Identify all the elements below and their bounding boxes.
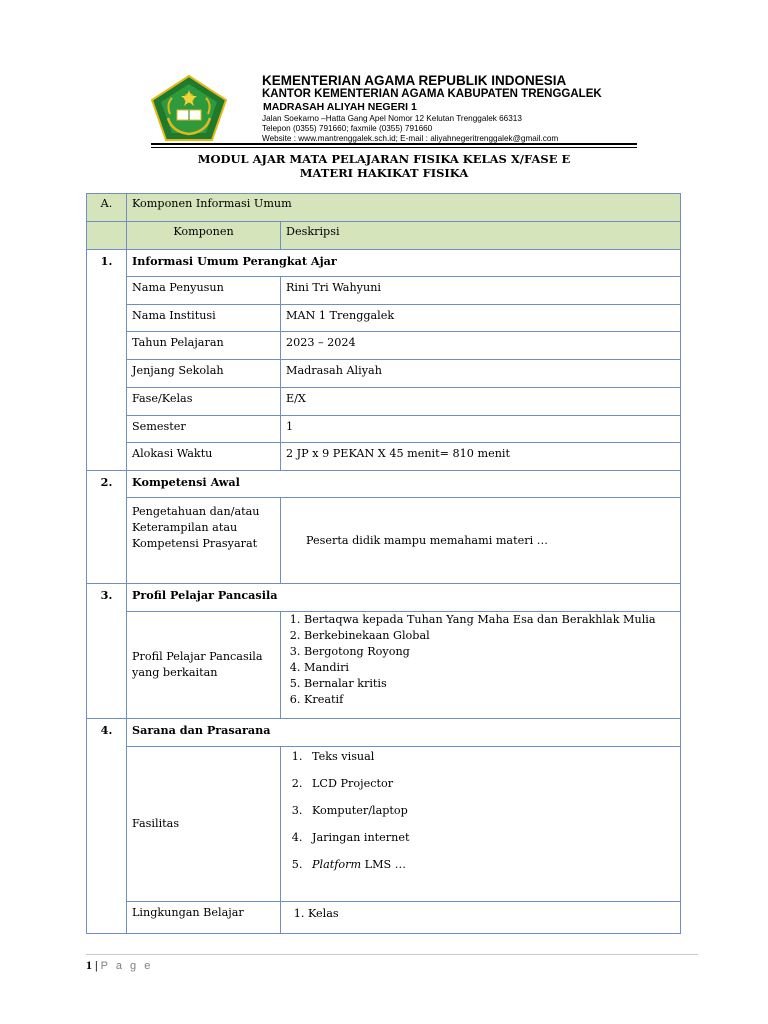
info-value: MAN 1 Trenggalek	[281, 305, 681, 332]
section-1-number: 1.	[87, 250, 127, 471]
table-row	[87, 305, 681, 332]
table-row	[87, 277, 681, 305]
table-row	[87, 902, 681, 934]
section-1-label: Informasi Umum Perangkat Ajar	[127, 250, 681, 277]
table-row	[87, 719, 681, 747]
lingkungan-list-cell	[281, 902, 681, 934]
school-website: Website : www.mantrenggalek.sch.id; E-mail : aliyahnegeritrenggalek@gmail.com	[262, 134, 559, 143]
info-label: Fase/Kelas	[127, 388, 281, 416]
section-4-label: Sarana dan Prasarana	[127, 719, 681, 747]
table-row	[87, 332, 681, 360]
list-item: 1. Teks visual	[306, 749, 675, 765]
info-value: 2 JP x 9 PEKAN X 45 menit= 810 menit	[281, 443, 681, 471]
section-a-label: Komponen Informasi Umum	[127, 194, 681, 222]
table-row	[87, 222, 681, 250]
fasilitas-list	[286, 749, 675, 873]
module-info-table	[86, 193, 681, 934]
profil-list	[286, 612, 675, 708]
ministry-name: KEMENTERIAN AGAMA REPUBLIK INDONESIA	[262, 73, 567, 88]
page-number: 1	[86, 958, 92, 972]
table-row	[87, 471, 681, 498]
info-label: Nama Penyusun	[127, 277, 281, 305]
table-row	[87, 747, 681, 902]
page-footer	[86, 958, 153, 973]
profil-label: Profil Pelajar Pancasila yang berkaitan	[127, 612, 281, 719]
office-name: KANTOR KEMENTERIAN AGAMA KABUPATEN TRENGGALEK	[262, 88, 602, 100]
letterhead	[150, 70, 640, 150]
list-item: 3. Komputer/laptop	[306, 803, 675, 819]
page-word: P a g e	[100, 960, 153, 972]
info-value: Rini Tri Wahyuni	[281, 277, 681, 305]
section-a-number: A.	[87, 194, 127, 222]
column-header-deskripsi: Deskripsi	[281, 222, 681, 250]
table-row	[87, 194, 681, 222]
table-row	[87, 250, 681, 277]
info-label: Tahun Pelajaran	[127, 332, 281, 360]
prerequisite-value: Peserta didik mampu memahami materi …	[281, 498, 681, 584]
school-phone: Telepon (0355) 791660; faxmile (0355) 791660	[262, 124, 433, 133]
platform-rest: LMS …	[361, 858, 406, 871]
section-3-label: Profil Pelajar Pancasila	[127, 584, 681, 612]
info-value: 1	[281, 416, 681, 443]
table-row	[87, 443, 681, 471]
lingkungan-label: Lingkungan Belajar	[127, 902, 281, 934]
table-row	[87, 416, 681, 443]
list-item: 4. Jaringan internet	[306, 830, 675, 846]
list-item: 1. Kelas	[308, 906, 675, 922]
section-3-number: 3.	[87, 584, 127, 719]
list-item: 2. Berkebinekaan Global	[304, 628, 675, 644]
info-value: E/X	[281, 388, 681, 416]
table-row	[87, 498, 681, 584]
letterhead-rule-thick	[151, 143, 637, 145]
section-4-number: 4.	[87, 719, 127, 934]
title-line-2: MATERI HAKIKAT FISIKA	[299, 166, 469, 180]
info-label: Semester	[127, 416, 281, 443]
info-label: Jenjang Sekolah	[127, 360, 281, 388]
table-row	[87, 360, 681, 388]
info-value: 2023 – 2024	[281, 332, 681, 360]
section-2-label: Kompetensi Awal	[127, 471, 681, 498]
section-2-number: 2.	[87, 471, 127, 584]
table-row	[87, 584, 681, 612]
footer-rule	[86, 954, 698, 955]
list-item: 1. Bertaqwa kepada Tuhan Yang Maha Esa dan Berakhlak Mulia	[304, 612, 675, 628]
kemenag-logo-icon	[150, 74, 228, 142]
table-row	[87, 612, 681, 719]
table-row	[87, 388, 681, 416]
list-item	[306, 857, 675, 873]
info-value: Madrasah Aliyah	[281, 360, 681, 388]
column-header-komponen: Komponen	[127, 222, 281, 250]
title-line-1: MODUL AJAR MATA PELAJARAN FISIKA KELAS X/FASE E	[197, 152, 571, 166]
list-item: 5. Bernalar kritis	[304, 676, 675, 692]
empty-cell	[87, 222, 127, 250]
letterhead-rule-thin	[151, 147, 637, 148]
school-address: Jalan Soekarno –Hatta Gang Apel Nomor 12 Kelutan Trenggalek 66313	[262, 114, 522, 123]
list-item: 3. Bergotong Royong	[304, 644, 675, 660]
info-label: Alokasi Waktu	[127, 443, 281, 471]
platform-italic: Platform	[312, 858, 362, 871]
school-name: MADRASAH ALIYAH NEGERI 1	[263, 101, 417, 113]
prerequisite-label: Pengetahuan dan/atau Keterampilan atau Kompetensi Prasyarat	[127, 498, 281, 584]
fasilitas-list-cell	[281, 747, 681, 902]
document-title	[0, 152, 768, 180]
fasilitas-label: Fasilitas	[127, 747, 281, 902]
list-item: 4. Mandiri	[304, 660, 675, 676]
info-label: Nama Institusi	[127, 305, 281, 332]
profil-list-cell	[281, 612, 681, 719]
lingkungan-list	[286, 906, 675, 922]
list-item: 6. Kreatif	[304, 692, 675, 708]
footer-separator: |	[95, 958, 98, 972]
list-item: 2. LCD Projector	[306, 776, 675, 792]
